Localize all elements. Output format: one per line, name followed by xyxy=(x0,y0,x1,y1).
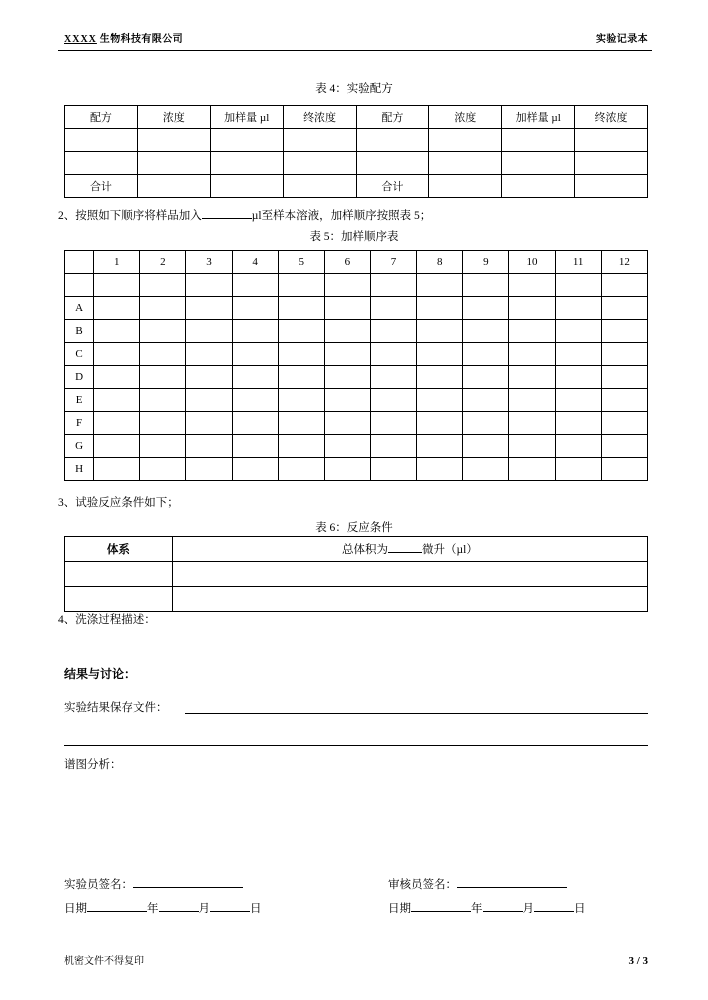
table5-cell[interactable] xyxy=(324,343,370,366)
document-footer xyxy=(64,952,648,967)
table5-cell[interactable] xyxy=(186,343,232,366)
table4-cell[interactable] xyxy=(575,129,648,152)
table5-cell[interactable] xyxy=(140,435,186,458)
table5-cell[interactable] xyxy=(324,412,370,435)
table5-cell[interactable] xyxy=(370,412,416,435)
table5-row-label: H xyxy=(65,458,94,481)
table5-cell[interactable] xyxy=(509,458,555,481)
table5-cell[interactable] xyxy=(278,389,324,412)
table5-cell[interactable] xyxy=(463,412,509,435)
table5-cell[interactable] xyxy=(555,435,601,458)
table5-cell[interactable] xyxy=(94,274,140,297)
table5-cell[interactable] xyxy=(601,343,647,366)
table5-cell[interactable] xyxy=(417,366,463,389)
operator-date-day-blank[interactable] xyxy=(210,900,250,912)
reviewer-date-month: 月 xyxy=(522,903,534,916)
table4-cell[interactable] xyxy=(65,152,138,175)
total-volume-suffix: 微升（µl） xyxy=(422,544,478,556)
table4-cell[interactable] xyxy=(137,175,210,198)
step-2-prefix: 2、按照如下顺序将样品加入 xyxy=(58,210,202,222)
reviewer-signature-line[interactable] xyxy=(457,876,567,888)
table5-cell[interactable] xyxy=(370,366,416,389)
reviewer-signature-row xyxy=(388,873,586,897)
table5-cell[interactable] xyxy=(278,297,324,320)
table4-cell[interactable] xyxy=(429,175,502,198)
sample-order-table xyxy=(64,250,648,481)
table5-cell[interactable] xyxy=(140,274,186,297)
table5-cell[interactable] xyxy=(509,435,555,458)
reviewer-date-day-blank[interactable] xyxy=(534,900,574,912)
step-2-suffix: 至样本溶液，加样顺序按照表 5； xyxy=(261,210,432,222)
operator-date-day: 日 xyxy=(250,903,262,916)
table5-cell[interactable] xyxy=(278,274,324,297)
operator-signature-label: 实验员签名： xyxy=(64,879,133,891)
company-name xyxy=(64,30,183,45)
table5-cell[interactable] xyxy=(186,274,232,297)
page-number: 3 / 3 xyxy=(628,955,648,967)
table5-row-label: C xyxy=(65,343,94,366)
table4-cell[interactable] xyxy=(137,152,210,175)
table4-total-label: 合计 xyxy=(65,175,138,198)
table5-cell[interactable] xyxy=(140,458,186,481)
table5-cell[interactable] xyxy=(555,412,601,435)
table4-cell[interactable] xyxy=(502,152,575,175)
table5-cell[interactable] xyxy=(94,366,140,389)
table4-cell[interactable] xyxy=(575,175,648,198)
table5-cell[interactable] xyxy=(232,320,278,343)
table5-cell[interactable] xyxy=(324,274,370,297)
table5-cell[interactable] xyxy=(278,458,324,481)
table5-cell[interactable] xyxy=(94,412,140,435)
table4-cell[interactable] xyxy=(283,129,356,152)
table5-cell[interactable] xyxy=(463,343,509,366)
table-row xyxy=(65,343,648,366)
document-header xyxy=(64,30,648,45)
company-name-placeholder: XXXX xyxy=(64,34,97,45)
table5-cell[interactable] xyxy=(601,435,647,458)
operator-date-prefix: 日期 xyxy=(64,903,87,916)
table5-cell[interactable] xyxy=(278,435,324,458)
table5-cell[interactable] xyxy=(370,389,416,412)
table-row xyxy=(65,320,648,343)
table5-cell[interactable] xyxy=(509,320,555,343)
reviewer-date-year: 年 xyxy=(471,903,483,916)
operator-date-year: 年 xyxy=(147,903,159,916)
table5-cell[interactable] xyxy=(186,366,232,389)
table-row xyxy=(65,389,648,412)
table5-caption: 表 5：加样顺序表 xyxy=(309,231,399,243)
table5-cell[interactable] xyxy=(601,320,647,343)
table6-total-volume-cell xyxy=(172,537,647,562)
table5-cell[interactable] xyxy=(463,274,509,297)
reviewer-date-year-blank[interactable] xyxy=(411,900,471,912)
table5-cell[interactable] xyxy=(417,343,463,366)
company-name-rest: 生物科技有限公司 xyxy=(96,34,183,45)
table5-cell[interactable] xyxy=(417,389,463,412)
operator-date-year-blank[interactable] xyxy=(87,900,147,912)
table5-cell[interactable] xyxy=(94,320,140,343)
table-row xyxy=(65,152,648,175)
table5-cell[interactable] xyxy=(555,458,601,481)
table5-cell[interactable] xyxy=(601,412,647,435)
table5-col-8: 8 xyxy=(417,251,463,274)
table5-col-4: 4 xyxy=(232,251,278,274)
table5-col-10: 10 xyxy=(509,251,555,274)
table5-col-7: 7 xyxy=(370,251,416,274)
results-section-title: 结果与讨论： xyxy=(64,667,137,681)
table5-row-label: G xyxy=(65,435,94,458)
table4-cell[interactable] xyxy=(429,152,502,175)
table5-cell[interactable] xyxy=(370,458,416,481)
table4-col-6: 加样量 µl xyxy=(502,106,575,129)
table5-cell[interactable] xyxy=(370,274,416,297)
table5-cell[interactable] xyxy=(186,435,232,458)
table-row xyxy=(65,435,648,458)
table4-col-2: 加样量 µl xyxy=(210,106,283,129)
table5-cell[interactable] xyxy=(324,389,370,412)
table5-cell[interactable] xyxy=(278,343,324,366)
table6-cell[interactable] xyxy=(172,587,647,612)
table5-cell[interactable] xyxy=(232,412,278,435)
table-row xyxy=(65,129,648,152)
table5-cell[interactable] xyxy=(186,320,232,343)
total-volume-prefix: 总体积为 xyxy=(342,544,388,556)
table4-cell[interactable] xyxy=(283,175,356,198)
table5-cell[interactable] xyxy=(278,366,324,389)
table4-col-4: 配方 xyxy=(356,106,429,129)
table4-total-label: 合计 xyxy=(356,175,429,198)
reviewer-signature-block xyxy=(388,873,586,921)
table5-cell[interactable] xyxy=(417,412,463,435)
table5-cell[interactable] xyxy=(509,366,555,389)
step-2-instruction xyxy=(58,207,431,225)
total-volume-blank[interactable] xyxy=(388,541,422,553)
table5-cell[interactable] xyxy=(509,343,555,366)
table5-cell[interactable] xyxy=(463,297,509,320)
table5-cell[interactable] xyxy=(555,366,601,389)
table4-cell[interactable] xyxy=(65,129,138,152)
table6-cell[interactable] xyxy=(65,562,173,587)
table5-cell[interactable] xyxy=(370,297,416,320)
table5-cell[interactable] xyxy=(232,435,278,458)
table5-cell[interactable] xyxy=(555,320,601,343)
table5-cell[interactable] xyxy=(463,389,509,412)
table5-cell[interactable] xyxy=(140,366,186,389)
table-row xyxy=(65,297,648,320)
table5-cell[interactable] xyxy=(601,366,647,389)
table5-cell[interactable] xyxy=(232,366,278,389)
table4-col-3: 终浓度 xyxy=(283,106,356,129)
table5-cell[interactable] xyxy=(370,320,416,343)
table5-cell[interactable] xyxy=(94,458,140,481)
table5-corner-cell xyxy=(65,251,94,274)
table5-cell[interactable] xyxy=(232,343,278,366)
reviewer-date-row xyxy=(388,897,586,921)
table5-cell[interactable] xyxy=(463,366,509,389)
reviewer-signature-label: 审核员签名： xyxy=(388,879,457,891)
table4-cell[interactable] xyxy=(575,152,648,175)
table5-row-label: A xyxy=(65,297,94,320)
table5-cell[interactable] xyxy=(324,435,370,458)
result-file-input-line-2[interactable] xyxy=(64,745,648,746)
table5-cell[interactable] xyxy=(509,412,555,435)
table4-col-0: 配方 xyxy=(65,106,138,129)
table5-cell[interactable] xyxy=(94,343,140,366)
reviewer-date-prefix: 日期 xyxy=(388,903,411,916)
spectrum-analysis-label: 谱图分析： xyxy=(64,759,122,771)
result-file-input-line[interactable] xyxy=(185,713,648,714)
table-header-row xyxy=(65,537,648,562)
table6-system-label: 体系 xyxy=(65,537,173,562)
reaction-conditions-table xyxy=(64,536,648,612)
table5-cell[interactable] xyxy=(555,343,601,366)
step-2-unit: µl xyxy=(251,210,262,222)
table5-cell[interactable] xyxy=(417,274,463,297)
table5-cell[interactable] xyxy=(463,435,509,458)
operator-signature-row xyxy=(64,873,262,897)
operator-date-month: 月 xyxy=(198,903,210,916)
table5-cell[interactable] xyxy=(370,435,416,458)
table5-cell[interactable] xyxy=(232,297,278,320)
table4-cell[interactable] xyxy=(502,129,575,152)
table5-cell[interactable] xyxy=(278,320,324,343)
experiment-formula-table xyxy=(64,105,648,198)
table5-cell[interactable] xyxy=(324,320,370,343)
table5-cell[interactable] xyxy=(417,297,463,320)
table5-cell[interactable] xyxy=(186,412,232,435)
table-header-row xyxy=(65,106,648,129)
table5-cell[interactable] xyxy=(232,389,278,412)
table6-cell[interactable] xyxy=(65,587,173,612)
table5-cell[interactable] xyxy=(186,297,232,320)
table5-cell[interactable] xyxy=(555,297,601,320)
confidential-notice: 机密文件不得复印 xyxy=(64,956,144,967)
table5-col-3: 3 xyxy=(186,251,232,274)
result-file-label: 实验结果保存文件： xyxy=(64,702,168,714)
table-row xyxy=(65,412,648,435)
operator-signature-block xyxy=(64,873,262,921)
table5-cell[interactable] xyxy=(555,274,601,297)
table5-col-11: 11 xyxy=(555,251,601,274)
table5-cell[interactable] xyxy=(601,297,647,320)
reviewer-date-day: 日 xyxy=(574,903,586,916)
table5-col-12: 12 xyxy=(601,251,647,274)
table4-col-5: 浓度 xyxy=(429,106,502,129)
table-row xyxy=(65,562,648,587)
step-3-instruction: 3、试验反应条件如下； xyxy=(58,497,179,509)
table5-cell[interactable] xyxy=(601,274,647,297)
table5-cell[interactable] xyxy=(140,412,186,435)
operator-signature-line[interactable] xyxy=(133,876,243,888)
table4-cell[interactable] xyxy=(283,152,356,175)
table4-cell[interactable] xyxy=(210,175,283,198)
operator-date-row xyxy=(64,897,262,921)
table4-cell[interactable] xyxy=(356,152,429,175)
table5-cell[interactable] xyxy=(509,274,555,297)
table5-row-label: D xyxy=(65,366,94,389)
table5-cell[interactable] xyxy=(232,458,278,481)
table4-cell[interactable] xyxy=(356,129,429,152)
table5-cell[interactable] xyxy=(601,389,647,412)
table4-cell[interactable] xyxy=(210,152,283,175)
table4-cell[interactable] xyxy=(502,175,575,198)
table4-cell[interactable] xyxy=(210,129,283,152)
table5-col-9: 9 xyxy=(463,251,509,274)
table5-cell[interactable] xyxy=(94,297,140,320)
table-row xyxy=(65,587,648,612)
table5-cell[interactable] xyxy=(509,389,555,412)
table4-col-7: 终浓度 xyxy=(575,106,648,129)
table5-cell[interactable] xyxy=(324,458,370,481)
table5-col-6: 6 xyxy=(324,251,370,274)
table5-cell[interactable] xyxy=(232,274,278,297)
table5-cell[interactable] xyxy=(186,458,232,481)
table-row xyxy=(65,366,648,389)
table5-cell[interactable] xyxy=(186,389,232,412)
table5-cell[interactable] xyxy=(417,435,463,458)
table6-cell[interactable] xyxy=(172,562,647,587)
table5-cell[interactable] xyxy=(324,297,370,320)
table5-cell[interactable] xyxy=(94,389,140,412)
table6-caption: 表 6：反应条件 xyxy=(315,522,393,534)
table5-cell[interactable] xyxy=(509,297,555,320)
operator-date-month-blank[interactable] xyxy=(159,900,199,912)
table5-cell[interactable] xyxy=(417,458,463,481)
table5-cell[interactable] xyxy=(140,320,186,343)
volume-blank[interactable] xyxy=(202,207,252,219)
table5-cell[interactable] xyxy=(417,320,463,343)
table4-cell[interactable] xyxy=(137,129,210,152)
table5-col-1: 1 xyxy=(94,251,140,274)
table-row xyxy=(65,274,648,297)
table-total-row xyxy=(65,175,648,198)
table-header-row xyxy=(65,251,648,274)
table5-cell[interactable] xyxy=(463,320,509,343)
reviewer-date-month-blank[interactable] xyxy=(483,900,523,912)
table5-row-label: E xyxy=(65,389,94,412)
document-title: 实验记录本 xyxy=(596,34,648,45)
table5-col-5: 5 xyxy=(278,251,324,274)
table5-cell[interactable] xyxy=(278,412,324,435)
table5-cell[interactable] xyxy=(555,389,601,412)
table5-cell[interactable] xyxy=(140,297,186,320)
header-divider xyxy=(58,50,652,51)
table5-cell[interactable] xyxy=(601,458,647,481)
table5-row-label: B xyxy=(65,320,94,343)
table5-cell[interactable] xyxy=(463,458,509,481)
table5-row-label xyxy=(65,274,94,297)
table5-cell[interactable] xyxy=(94,435,140,458)
table5-cell[interactable] xyxy=(140,343,186,366)
table5-col-2: 2 xyxy=(140,251,186,274)
table5-cell[interactable] xyxy=(370,343,416,366)
table5-row-label: F xyxy=(65,412,94,435)
table5-cell[interactable] xyxy=(140,389,186,412)
table4-cell[interactable] xyxy=(429,129,502,152)
table5-cell[interactable] xyxy=(324,366,370,389)
table-row xyxy=(65,458,648,481)
step-4-instruction: 4、洗涤过程描述： xyxy=(58,614,156,626)
table4-col-1: 浓度 xyxy=(137,106,210,129)
table4-caption: 表 4：实验配方 xyxy=(315,83,393,95)
